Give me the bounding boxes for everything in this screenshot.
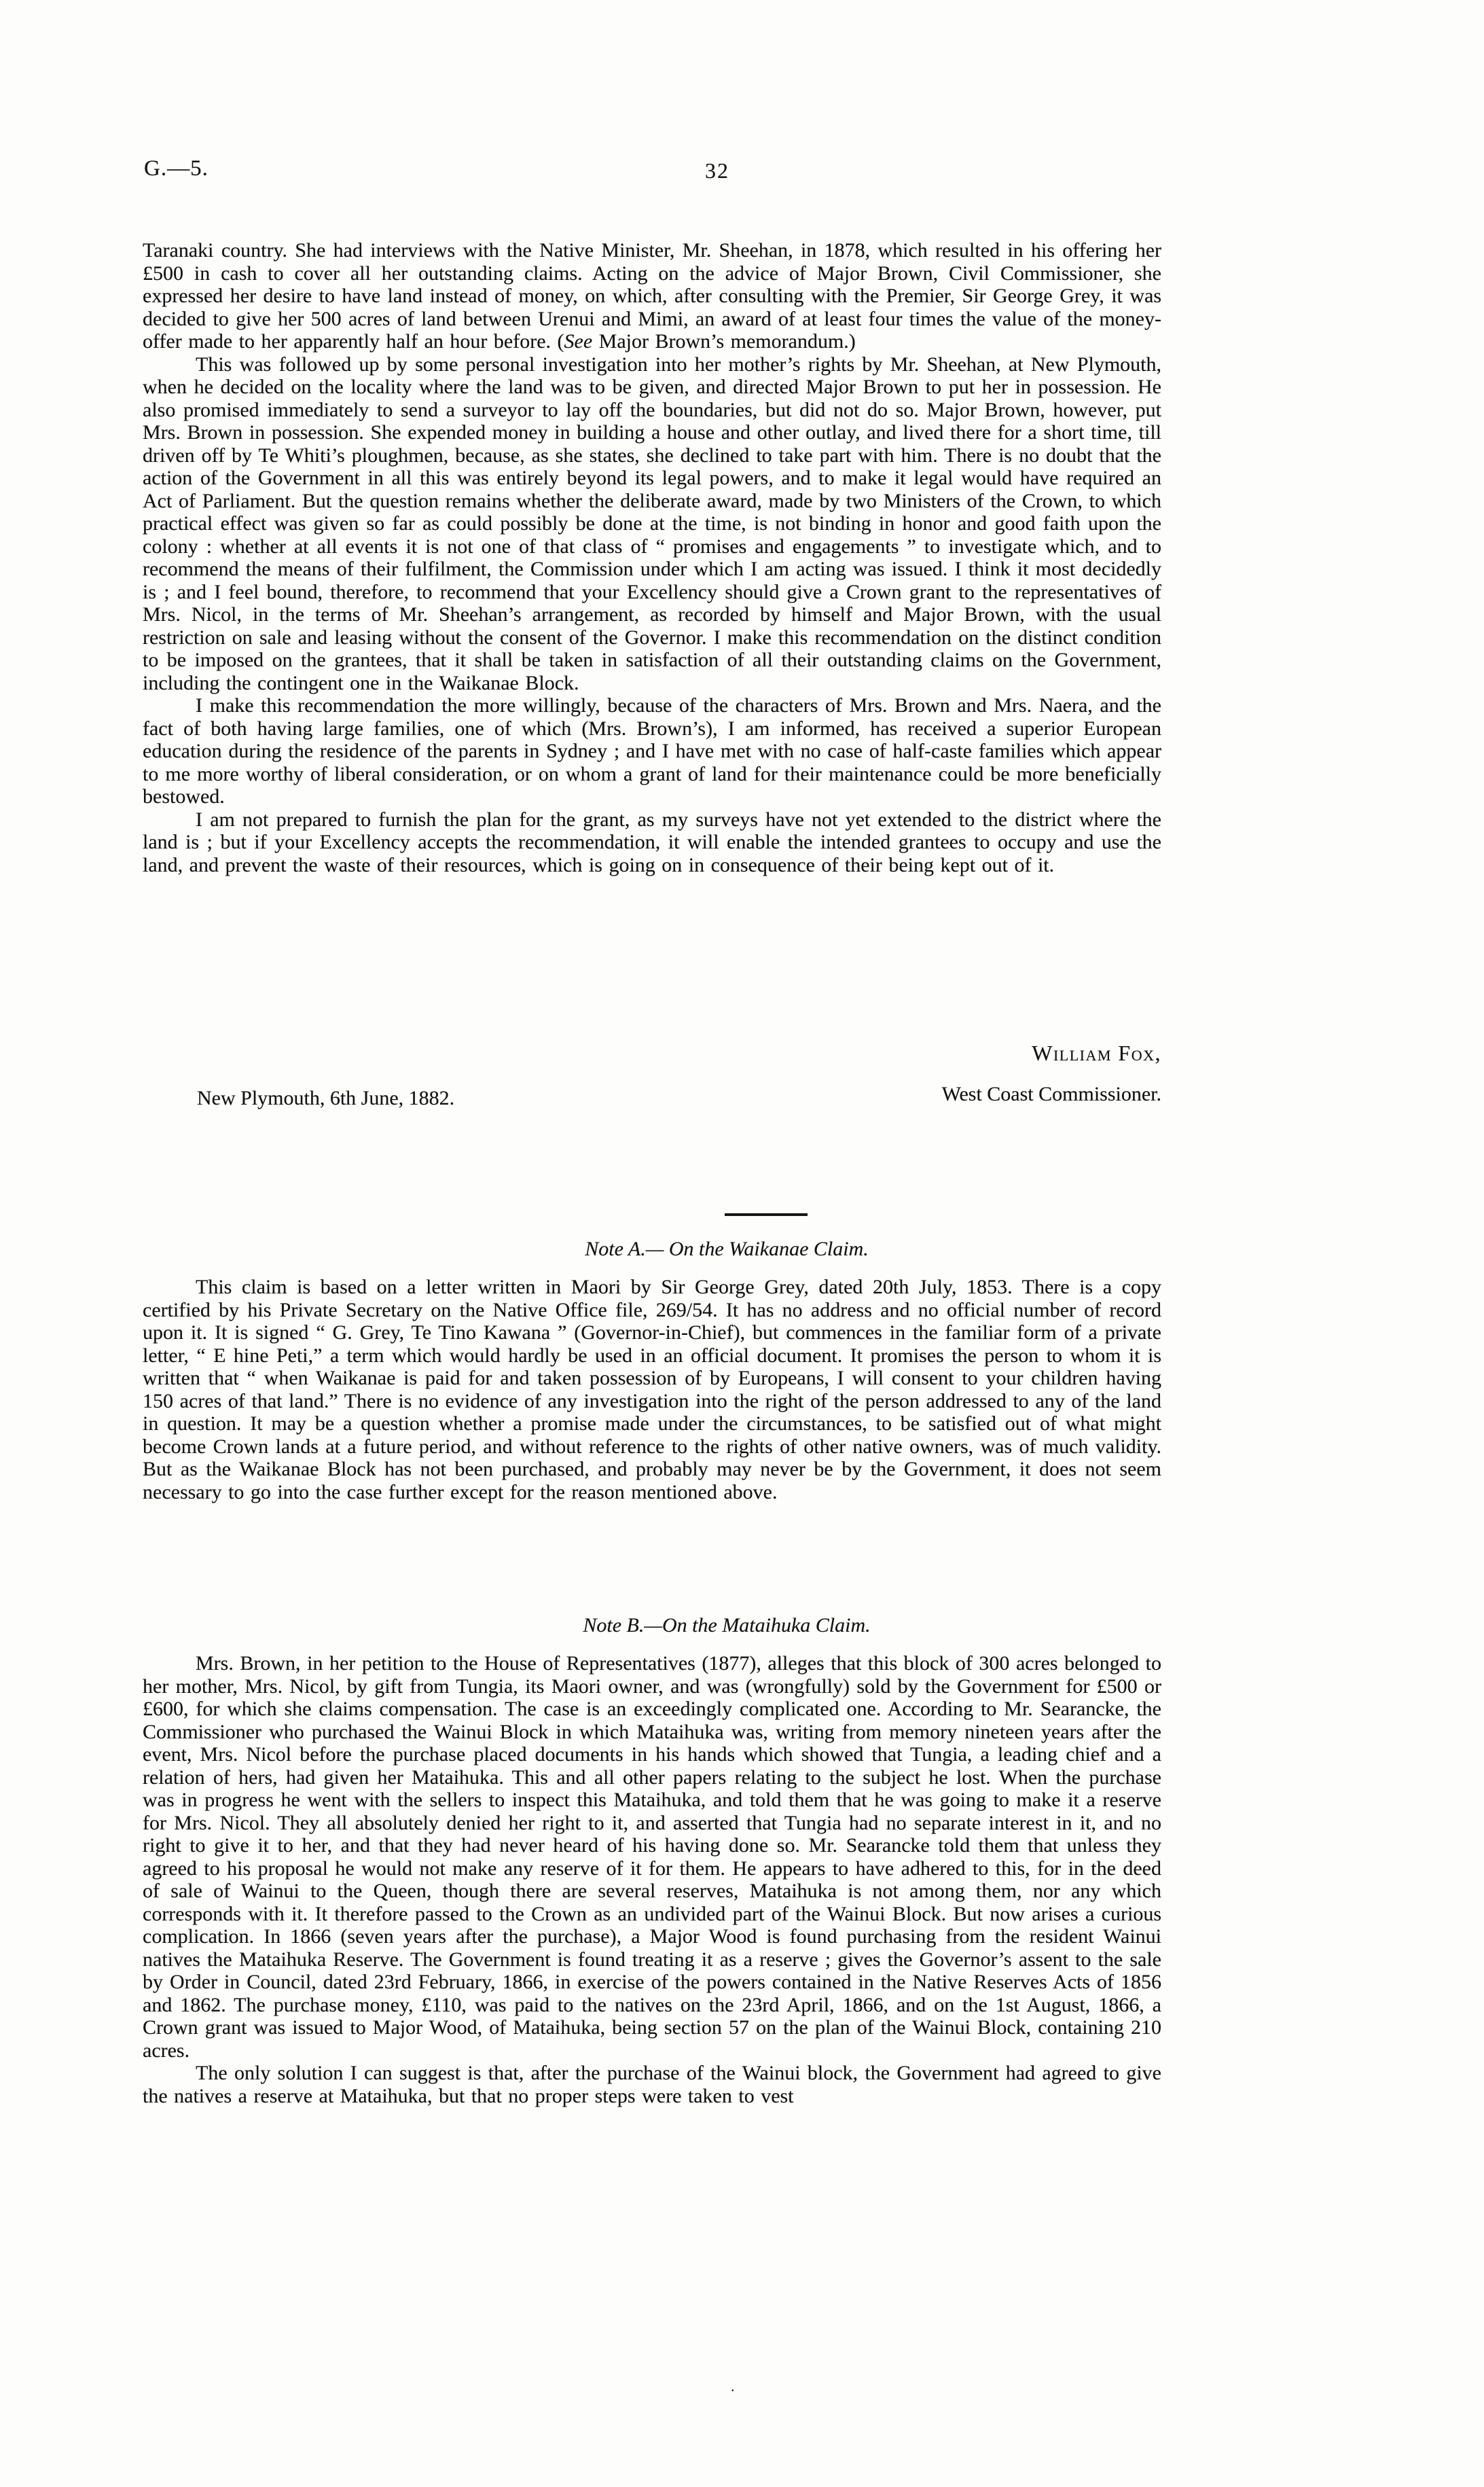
- section-divider: [725, 1213, 808, 1216]
- closing-paragraph: The only solution I can suggest is that, after the purchase of the Wainui block, the Government had agreed to give the natives a reserve at Mataihuka, but that no proper steps were taken to vest: [143, 2062, 1161, 2107]
- letter-body: [143, 239, 1161, 876]
- note-a-body: [143, 1276, 1161, 1503]
- page-header: [143, 156, 1161, 190]
- note-b-heading: Note B.—On the Mataihuka Claim.: [583, 1614, 871, 1636]
- paragraph-continuation: [143, 239, 1161, 353]
- signature-name: William Fox,: [1032, 1041, 1161, 1065]
- note-b-body: [143, 1652, 1161, 2107]
- paragraph: I make this recommendation the more willingly, because of the characters of Mrs. Brown and Mrs. Naera, and the fact of both having large families, one of which (Mrs. Brown’s), I am informed, has received a superior European education during the residence of the parents in Sydney ; and I have met with no case of half-caste families which appear to me more worthy of liberal consideration, or on whom a grant of land for their maintenance could be more beneficially bestowed.: [143, 694, 1161, 808]
- paragraph-text: Taranaki country. She had interviews with the Native Minister, Mr. Sheehan, in 1878, which resulted in his offering her £500 in cash to cover all her outstanding claims. Acting on the advice of Major Brown, Civil Commissioner, she expressed her desire to have land instead of money, on which, after consulting with the Premier, Sir George Grey, it was decided to give her 500 acres of land between Urenui and Mimi, an award of at least four times the value of the money-offer made to her apparently half an hour before. (: [143, 239, 1161, 353]
- paragraph: This was followed up by some personal investigation into her mother’s rights by Mr. Sheehan, at New Plymouth, when he decided on the locality where the land was to be given, and directed Major Brown to put her in possession. He also promised immediately to send a surveyor to lay off the boundaries, but did not do so. Major Brown, however, put Mrs. Brown in possession. She expended money in building a house and other outlay, and lived there for a short time, till driven off by Te Whiti’s ploughmen, because, as she states, she declined to take part with him. There is no doubt that the action of the Government in all this was entirely beyond its legal powers, and to make it legal would have required an Act of Parliament. But the question remains whether the deliberate award, made by two Ministers of the Crown, to which practical effect was given so far as could possibly be done at the time, is not binding in honor and good faith upon the colony : whether at all events it is not one of that class of “ promises and engagements ” to investigate which, and to recommend the means of their fulfilment, the Commission under which I am acting was issued. I think it most decidedly is ; and I feel bound, therefore, to recommend that your Excellency should give a Crown grant to the representatives of Mrs. Nicol, in the terms of Mr. Sheehan’s arrangement, as recorded by himself and Major Brown, with the usual restriction on sale and leasing without the consent of the Governor. I make this recommendation on the distinct condition to be imposed on the grantees, that it shall be taken in satisfaction of all their outstanding claims on the Government, including the contingent one in the Waikanae Block.: [143, 353, 1161, 694]
- page-number: 32: [705, 158, 729, 183]
- paragraph: This claim is based on a letter written in Maori by Sir George Grey, dated 20th July, 1853. There is a copy certified by his Private Secretary on the Native Office file, 269/54. It has no address and no official number of record upon it. It is signed “ G. Grey, Te Tino Kawana ” (Governor-in-Chief), but commences in the familiar form of a private letter, “ E hine Peti,” a term which would hardly be used in an official document. It promises the person to whom it is written that “ when Waikanae is paid for and taken possession of by Europeans, I will consent to your children having 150 acres of that land.” There is no evidence of any investigation into the right of the person addressed to any of the land in question. It may be a question whether a promise made under the circumstances, to be satisfied out of what might become Crown lands at a future period, and without reference to the rights of other native owners, was of much validity. But as the Waikanae Block has not been purchased, and probably may never be by the Government, it does not seem necessary to go into the case further except for the reason mentioned above.: [143, 1276, 1161, 1503]
- paragraph: I am not prepared to furnish the plan for the grant, as my surveys have not yet extended to the district where the land is ; but if your Excellency accepts the recommendation, it will enable the intended grantees to occupy and use the land, and prevent the waste of their resources, which is going on in consequence of their being kept out of it.: [143, 808, 1161, 876]
- scan-artifact-dot: .: [731, 2378, 735, 2395]
- signature-line: [143, 1083, 1161, 1110]
- signature-title: West Coast Commissioner.: [941, 1083, 1161, 1105]
- paragraph: Mrs. Brown, in her petition to the House of Representatives (1877), alleges that this block of 300 acres belonged to her mother, Mrs. Nicol, by gift from Tungia, its Maori owner, and was (wrongfully) sold by the Government for £500 or £600, for which she claims compensation. The case is an exceedingly complicated one. According to Mr. Searancke, the Commissioner who purchased the Wainui Block in which Mataihuka was, writing from memory nineteen years after the event, Mrs. Nicol before the purchase placed documents in his hands which showed that Tungia, a leading chief and a relation of hers, had given her Mataihuka. This and all other papers relating to the subject he lost. When the purchase was in progress he went with the sellers to inspect this Mataihuka, and told them that he was going to make it a reserve for Mrs. Nicol. They all absolutely denied her right to it, and asserted that Tungia had no separate interest in it, and no right to give it to her, and that they had never heard of his having done so. Mr. Searancke told them that unless they agreed to his proposal he would not make any reserve of it for them. He appears to have adhered to this, for in the deed of sale of Wainui to the Queen, though there are several reserves, Mataihuka is not among them, nor any which corresponds with it. It therefore passed to the Crown as an undivided part of the Wainui Block. But now arises a curious complication. In 1866 (seven years after the purchase), a Major Wood is found purchasing from the resident Wainui natives the Mataihuka Reserve. The Government is found treating it as a reserve ; gives the Governor’s assent to the sale by Order in Council, dated 23rd February, 1866, in exercise of the powers contained in the Native Reserves Acts of 1856 and 1862. The purchase money, £110, was paid to the natives on the 23rd April, 1866, and on the 1st August, 1866, a Crown grant was issued to Major Wood, of Mataihuka, being section 57 on the plan of the Wainui Block, containing 210 acres.: [143, 1652, 1161, 2062]
- note-a-heading: Note A.— On the Waikanae Claim.: [585, 1238, 869, 1260]
- doc-reference: G.—5.: [144, 156, 209, 181]
- see-reference-italic: See: [564, 330, 593, 353]
- paragraph-text: Major Brown’s memorandum.): [592, 330, 856, 353]
- signature-place-date: New Plymouth, 6th June, 1882.: [197, 1087, 455, 1109]
